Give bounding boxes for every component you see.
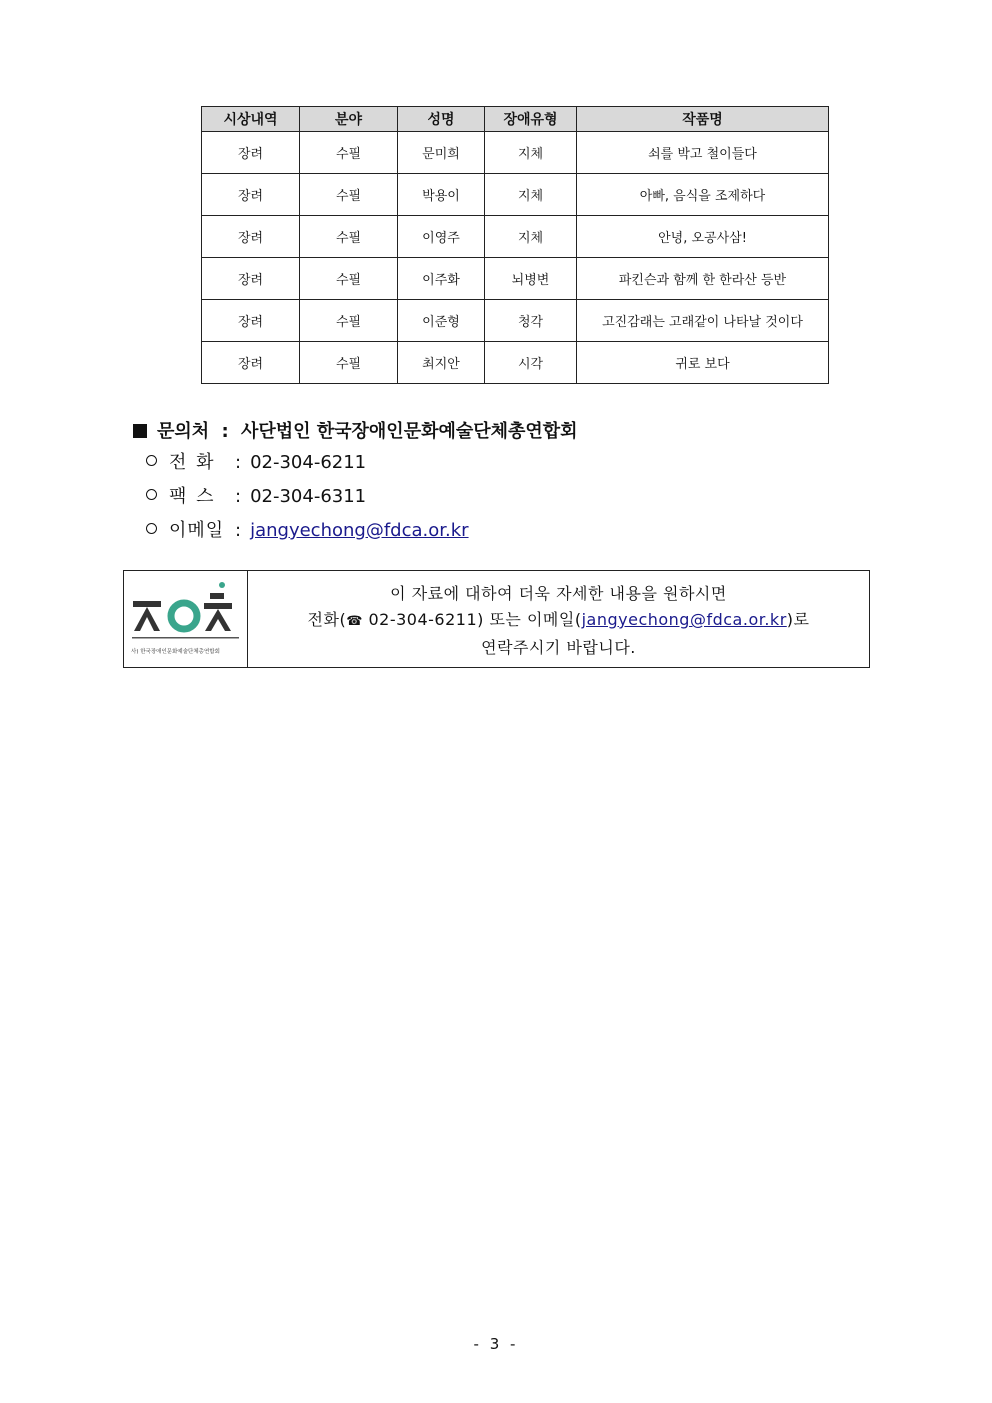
email-separator: : — [235, 520, 242, 541]
page-number: - 3 - — [473, 1335, 519, 1353]
cell-name: 이영주 — [398, 216, 485, 258]
cell-disability: 시각 — [485, 342, 577, 384]
header-field: 분야 — [300, 107, 398, 132]
fax-separator: : — [235, 486, 242, 507]
phone-label: 전 화 — [169, 452, 216, 473]
cell-field: 수필 — [300, 174, 398, 216]
info-line-3: 연락주시기 바랍니다. — [481, 638, 636, 657]
circle-bullet-icon — [146, 489, 157, 500]
table-row — [202, 300, 829, 342]
contact-organization: 사단법인 한국장애인문화예술단체총연합회 — [240, 421, 578, 442]
phone-separator: : — [235, 452, 242, 473]
info-line-2-prefix: 전화( — [307, 610, 347, 629]
organization-logo — [124, 571, 248, 667]
cell-disability: 뇌병변 — [485, 258, 577, 300]
table-row — [202, 216, 829, 258]
phone-value: 02-304-6211 — [250, 452, 367, 473]
awards-table — [201, 106, 829, 384]
cell-award: 장려 — [202, 174, 300, 216]
circle-bullet-icon — [146, 523, 157, 534]
cell-disability: 지체 — [485, 174, 577, 216]
email-link[interactable]: jangyechong@fdca.or.kr — [250, 520, 469, 541]
cell-title: 안녕, 오공사삼! — [577, 216, 829, 258]
contact-heading-label: 문의처 — [157, 421, 210, 442]
cell-name: 이주화 — [398, 258, 485, 300]
info-box — [123, 570, 870, 668]
table-header-row — [202, 107, 829, 132]
cell-disability: 청각 — [485, 300, 577, 342]
cell-title: 고진감래는 고래같이 나타날 것이다 — [577, 300, 829, 342]
cell-field: 수필 — [300, 132, 398, 174]
contact-phone-line — [133, 446, 578, 480]
fax-value: 02-304-6311 — [250, 486, 367, 507]
cell-award: 장려 — [202, 342, 300, 384]
cell-disability: 지체 — [485, 132, 577, 174]
info-line-2-phone: 02-304-6211) 또는 이메일( — [362, 610, 582, 629]
contact-fax-line — [133, 480, 578, 514]
cell-field: 수필 — [300, 300, 398, 342]
cell-name: 이준형 — [398, 300, 485, 342]
contact-heading — [133, 418, 578, 446]
logo-mark-icon — [124, 571, 247, 667]
info-text — [248, 571, 869, 667]
table-row — [202, 258, 829, 300]
cell-title: 쇠를 박고 철이들다 — [577, 132, 829, 174]
cell-name: 최지안 — [398, 342, 485, 384]
table-row — [202, 342, 829, 384]
fax-label: 팩 스 — [169, 486, 216, 507]
cell-field: 수필 — [300, 216, 398, 258]
cell-field: 수필 — [300, 342, 398, 384]
info-email-link[interactable]: jangyechong@fdca.or.kr — [581, 610, 787, 629]
cell-award: 장려 — [202, 132, 300, 174]
cell-disability: 지체 — [485, 216, 577, 258]
header-name: 성명 — [398, 107, 485, 132]
cell-award: 장려 — [202, 258, 300, 300]
circle-bullet-icon — [146, 455, 157, 466]
cell-award: 장려 — [202, 300, 300, 342]
email-label: 이메일 — [169, 520, 225, 541]
info-line-2-suffix: )로 — [786, 610, 810, 629]
cell-award: 장려 — [202, 216, 300, 258]
info-line-1: 이 자료에 대하여 더욱 자세한 내용을 원하시면 — [390, 584, 727, 603]
table-row — [202, 132, 829, 174]
contact-section — [133, 418, 578, 548]
contact-heading-separator: : — [221, 421, 229, 442]
cell-name: 문미희 — [398, 132, 485, 174]
cell-field: 수필 — [300, 258, 398, 300]
header-title: 작품명 — [577, 107, 829, 132]
cell-name: 박용이 — [398, 174, 485, 216]
header-award: 시상내역 — [202, 107, 300, 132]
header-disability: 장애유형 — [485, 107, 577, 132]
info-line-2 — [248, 607, 869, 635]
contact-email-line — [133, 514, 578, 548]
logo-caption: 사) 한국장애인문화예술단체총연합회 — [131, 649, 220, 655]
cell-title: 아빠, 음식을 조제하다 — [577, 174, 829, 216]
square-bullet-icon — [133, 424, 147, 438]
cell-title: 귀로 보다 — [577, 342, 829, 384]
table-row — [202, 174, 829, 216]
telephone-icon: ☎ — [346, 614, 363, 629]
cell-title: 파킨슨과 함께 한 한라산 등반 — [577, 258, 829, 300]
